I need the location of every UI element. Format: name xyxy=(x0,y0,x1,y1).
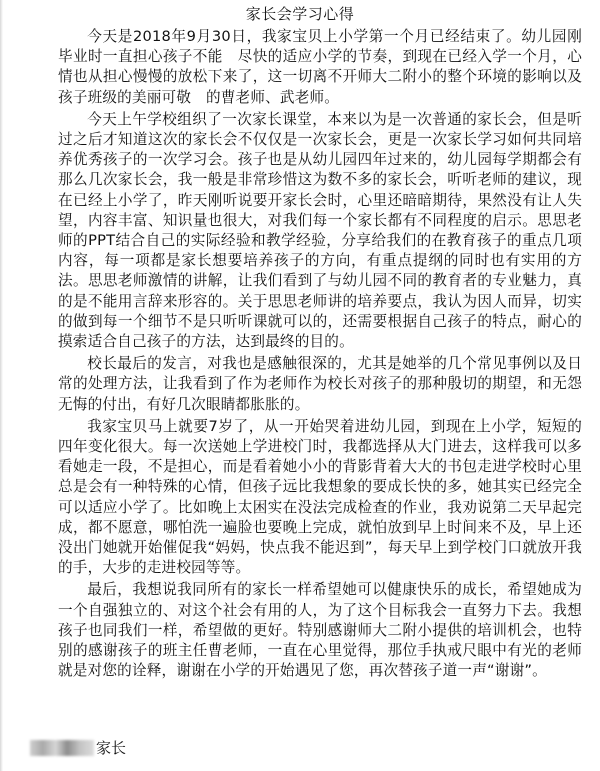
signature-label: 家长 xyxy=(96,739,127,757)
paragraph-2: 今天上午学校组织了一次家长课堂，本来以为是一次普通的家长会，但是听过之后才知道这次的家长会不仅仅是一次家长会，更是一次家长学习如何共同培养优秀孩子的一次学习会。孩子也是从幼儿园四年过来的，幼儿园每学期都会有那么几次家长会，我一般是非常珍惜这为数不多的家长会，听听老师的建议，现在已经上小学了，昨天刚听说要开家长会时，心里还暗暗期待，果然没有让人失望，内容丰富、知识量也很大，对我们每一个家长都有不同程度的启示。思思老师的PPT结合自己的实际经验和教学经验，分享给我们的在教育孩子的重点几项内容，每一项都是家长想要培养孩子的方向，有重点提纲的同时也有实用的方法。思思老师激情的讲解，让我们看到了与幼儿园不同的教育者的专业魅力，真的是不能用言辞来形容的。关于思思老师讲的培养要点，我认为因人而异，切实的做到每一个细节不是只听听课就可以的，还需要根据自己孩子的特点，耐心的摸索适合自己孩子的方法，达到最终的目的。 xyxy=(58,110,582,351)
page-edge-shadow xyxy=(0,0,3,771)
paragraph-5: 最后，我想说我同所有的家长一样希望她可以健康快乐的成长，希望她成为一个自强独立的、对这个社会有用的人，为了这个目标我会一直努力下去。我想孩子也同我们一样，希望做的更好。特别感谢师大二附小提供的培训机会，也特别的感谢孩子的班主任曹老师，一直在心里觉得，那位手执戒尺眼中有光的老师就是对您的诠释，谢谢在小学的开始遇见了您，再次替孩子道一声“谢谢”。 xyxy=(58,581,582,680)
paragraph-4: 我家宝贝马上就要7岁了，从一开始哭着进幼儿园，到现在上小学，短短的四年变化很大。每一次送她上学进校门时，我都选择从大门进去，这样我可以多看她走一段，不是担心，而是看着她小小的背影背着大大的书包走进学校时心里总是会有一种特殊的心情，但孩子远比我想象的要成长快的多，她其实已经完全可以适应小学了。比如晚上太困实在没法完成检查的作业，我劝说第二天早起完成，都不愿意，哪怕洗一遍脸也要晚上完成，就怕放到早上时间来不及，早上还没出门她就开始催促我“妈妈，快点我不能迟到”，每天早上到学校门口就放开我的手，大步的走进校园等等。 xyxy=(58,417,582,577)
paragraph-3: 校长最后的发言，对我也是感触很深的，尤其是她举的几个常见事例以及日常的处理方法，让我看到了作为老师作为校长对孩子的那种殷切的期望，和无怨无悔的付出，有好几次眼睛都胀胀的。 xyxy=(58,355,582,413)
document-title: 家长会学习心得 xyxy=(245,5,355,23)
document-body xyxy=(58,27,582,682)
signature xyxy=(30,737,126,759)
redacted-name-blur xyxy=(30,740,94,756)
paragraph-1: 今天是2018年9月30日，我家宝贝上小学第一个月已经结束了。幼儿园刚毕业时一直担心孩子不能 尽快的适应小学的节奏，到现在已经入学一个月，心情也从担心慢慢的放松下来了，这一切离不开师大二附小的整个环境的影响以及孩子班级的美丽可敬 的曹老师、武老师。 xyxy=(58,28,582,106)
